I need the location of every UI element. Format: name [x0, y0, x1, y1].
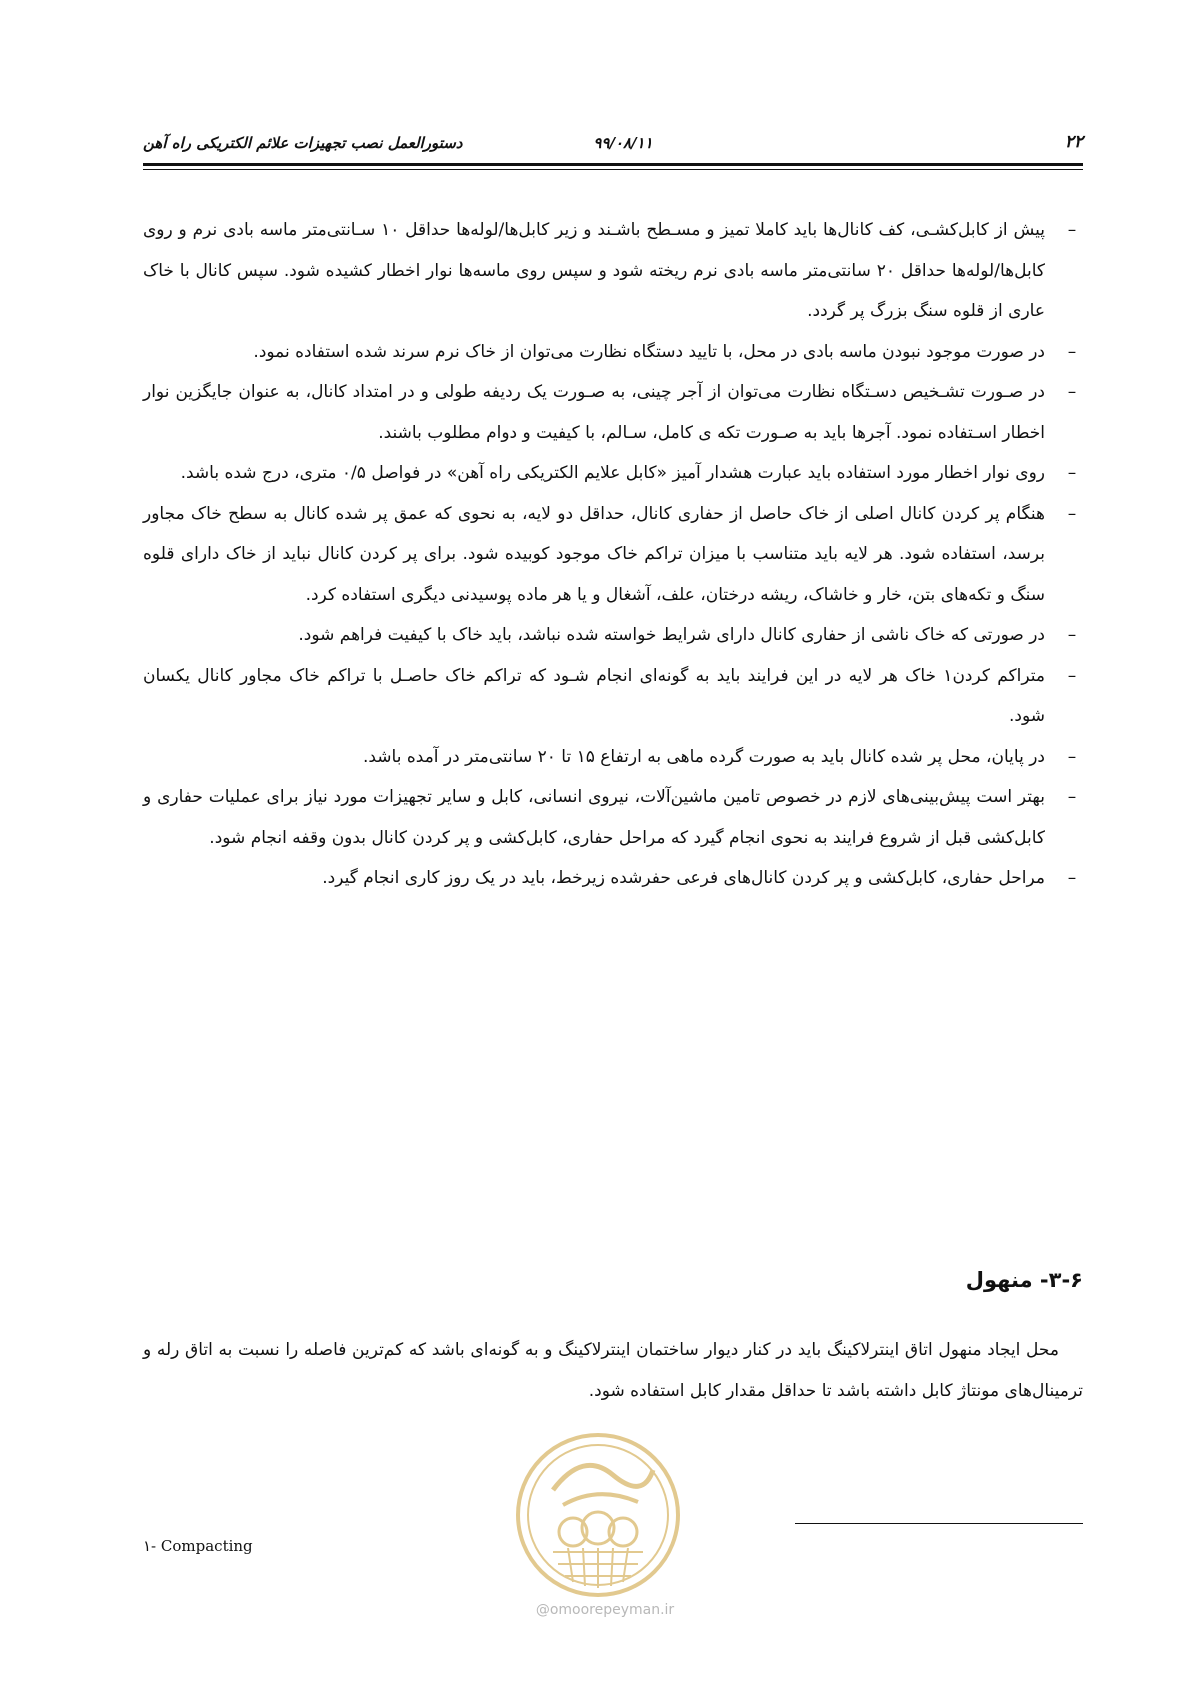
bullet-dash: – — [1067, 503, 1077, 524]
header-date: ۹۹/۰۸/۱۱ — [593, 134, 653, 152]
header-rule-thin — [143, 169, 1083, 170]
list-item — [143, 656, 1083, 737]
list-item-text: بهتر است پیش‌بینی‌های لازم در خصوص تامین ماشین‌آلات، نیروی انسانی، کابل و سایر تجهیزات مورد نیاز برای عملیات حفاری و کابل‌کشی قبل از شروع فرایند به نحوی انجام گیرد که مراحل حفاری، کابل‌کشی و پر کردن کانال بدون وقفه انجام شود. — [143, 787, 1045, 848]
list-item-text: در صورت موجود نبودن ماسه بادی در محل، با تایید دستگاه نظارت می‌توان از خاک نرم سرند شده استفاده نمود. — [253, 341, 1045, 362]
section-heading: ۳-۶- منهول — [965, 1268, 1083, 1292]
list-item-text: متراکم کردن۱ خاک هر لایه در این فرایند باید به گونه‌ای انجام شـود که تراکم خاک حاصـل با تراکم خاک مجاور کانال یکسان شود. — [143, 665, 1045, 726]
list-item-text: پیش از کابل‌کشـی، کف کانال‌ها باید کاملا تمیز و مسـطح باشـند و زیر کابل‌ها/لوله‌ها حداقل ۱۰ سـانتی‌متر ماسه بادی نرم و روی کابل‌ها/لوله‌ها حداقل ۲۰ سانتی‌متر ماسه بادی نرم ریخته شود و سپس روی ماسه‌ها نوار اخطار کشیده شود. سپس کانال با خاک عاری از قلوه سنگ بزرگ پر گردد. — [143, 220, 1045, 321]
footnote: ۱- Compacting — [143, 1537, 253, 1555]
bullet-dash: – — [1067, 341, 1077, 362]
bullet-dash: – — [1067, 665, 1077, 686]
page-header — [143, 128, 1083, 156]
list-item-text: در صـورت تشـخیص دسـتگاه نظارت می‌توان از آجر چینی، به صـورت یک ردیفه طولی و در امتداد کانال، به عنوان جایگزین نوار اخطار اسـتفاده نمود. آجرها باید به صـورت تکه ی کامل، سـالم، با کیفیت و دوام مطلوب باشند. — [143, 382, 1045, 443]
list-item-text: در صورتی که خاک ناشی از حفاری کانال دارای شرایط خواسته شده نباشد، باید خاک با کیفیت فراهم شود. — [298, 625, 1045, 645]
list-item-text: روی نوار اخطار مورد استفاده باید عبارت هشدار آمیز «کابل علایم الکتریکی راه آهن» در فواصل ۰/۵ متری، درج شده باشد. — [180, 463, 1045, 483]
list-item — [143, 615, 1083, 656]
list-item — [143, 210, 1083, 332]
list-item — [143, 777, 1083, 858]
bullet-dash: – — [1067, 220, 1077, 240]
section-paragraph: محل ایجاد منهول اتاق اینترلاکینگ باید در کنار دیوار ساختمان اینترلاکینگ و به گونه‌ای باشد که کم‌ترین فاصله را نسبت به اتاق رله و ترمینال‌های مونتاژ کابل داشته باشد تا حداقل مقدار کابل استفاده شود. — [143, 1340, 1083, 1401]
header-rule-thick — [143, 163, 1083, 166]
list-item — [143, 858, 1083, 899]
list-item — [143, 494, 1083, 616]
list-item-text: مراحل حفاری، کابل‌کشی و پر کردن کانال‌های فرعی حفرشده زیرخط، باید در یک روز کاری انجام گیرد. — [322, 868, 1045, 888]
bullet-dash: – — [1067, 382, 1077, 402]
list-item — [143, 737, 1083, 778]
bullet-dash: – — [1067, 868, 1077, 888]
list-item — [143, 332, 1083, 373]
list-item-text: در پایان، محل پر شده کانال باید به صورت گرده ماهی به ارتفاع ۱۵ تا ۲۰ سانتی‌متر در آمده باشد. — [362, 746, 1045, 767]
list-item — [143, 453, 1083, 494]
list-item — [143, 372, 1083, 453]
list-item-text: هنگام پر کردن کانال اصلی از خاک حاصل از حفاری کانال، حداقل دو لایه، به نحوی که عمق پر شده کانال به سطح خاک مجاور برسد، استفاده شود. هر لایه باید متناسب با میزان تراکم خاک موجود کوبیده شود. برای پر کردن کانال نباید از خاک دارای قلوه سنگ و تکه‌های بتن، خار و خاشاک، ریشه درختان، علف، آشغال و یا هر ماده پوسیدنی دیگری استفاده کرد. — [143, 503, 1045, 605]
bullet-dash: – — [1067, 787, 1077, 807]
bullet-dash: – — [1067, 625, 1077, 645]
bullet-dash: – — [1067, 463, 1077, 483]
header-title: دستورالعمل نصب تجهیزات علائم الکتریکی راه آهن — [143, 134, 463, 152]
bullet-dash: – — [1067, 746, 1077, 767]
main-content — [143, 210, 1083, 899]
watermark-url: @omoorepeyman.ir — [535, 1602, 675, 1618]
bullet-list — [143, 210, 1083, 899]
page-number: ۲۲ — [1064, 132, 1083, 152]
watermark-seal-logo — [513, 1430, 683, 1600]
footnote-rule — [795, 1523, 1083, 1524]
